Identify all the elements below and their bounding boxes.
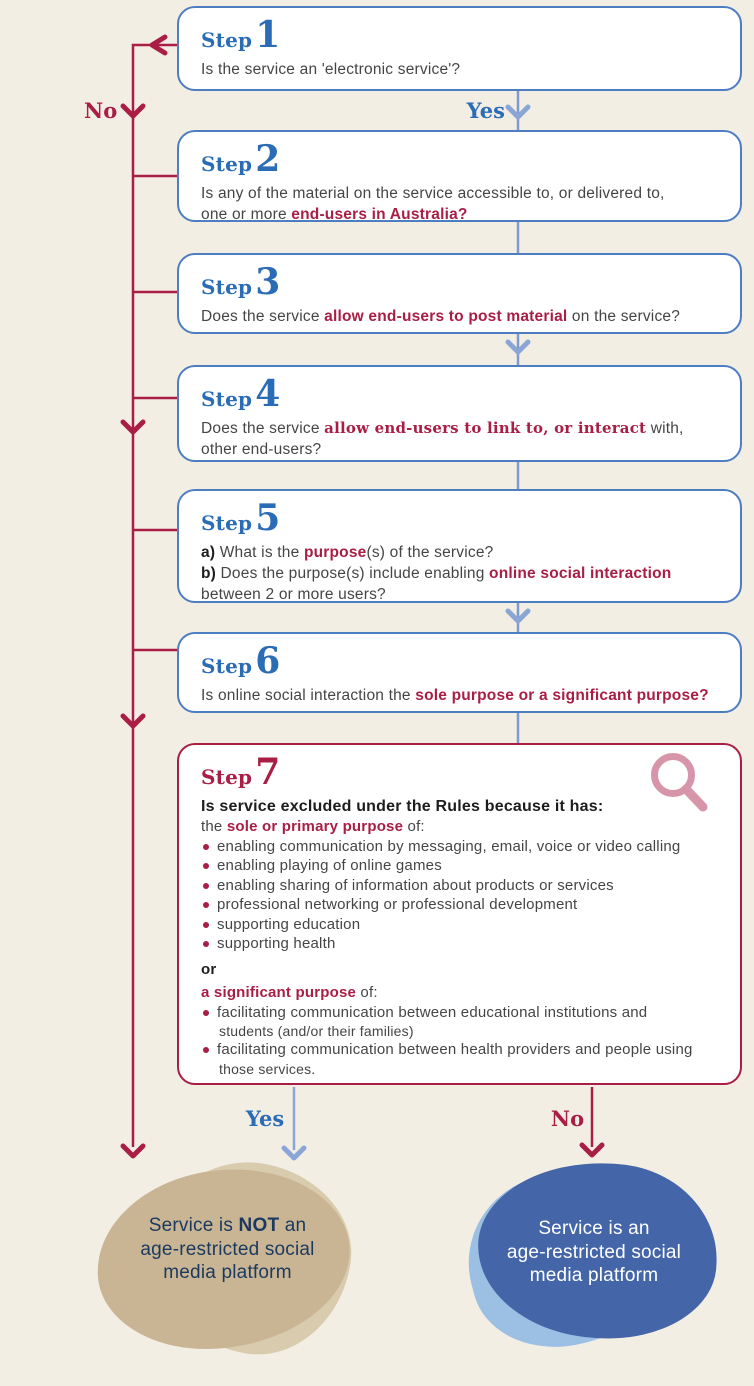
question-text: Is the service an 'electronic service'? — [201, 61, 461, 78]
bullet-dot-icon — [203, 941, 209, 947]
bullet-dot-icon — [203, 844, 209, 850]
question-emphasis: sole purpose or a significant purpose? — [415, 687, 709, 704]
outcome-line: Service is an — [538, 1218, 650, 1239]
step-3-title — [201, 261, 720, 303]
step-1-title — [201, 14, 720, 56]
question-text: with, — [646, 420, 684, 437]
line-emphasis: sole or primary purpose — [226, 818, 404, 835]
list-item — [201, 895, 720, 915]
outcome-line: media platform — [529, 1265, 659, 1286]
step-5-title — [201, 497, 720, 539]
step-2-title — [201, 138, 720, 180]
list-item — [201, 1040, 720, 1060]
list-item — [201, 1003, 720, 1023]
item-letter: a) — [201, 544, 216, 561]
bullet-text: supporting education — [217, 915, 361, 933]
question-text: between 2 or more users? — [201, 586, 386, 603]
question-text: on the service? — [567, 308, 681, 325]
bullet-dot-icon — [203, 902, 209, 908]
question-text: Does the purpose(s) include enabling — [216, 565, 490, 582]
step-7-content — [201, 797, 720, 1078]
question-text: one or more — [201, 206, 292, 223]
step-4-title — [201, 373, 720, 415]
question-emphasis: allow end-users to post material — [324, 308, 568, 325]
list-item — [201, 934, 720, 954]
bullet-text: supporting health — [217, 935, 336, 952]
step-number: 2 — [255, 138, 281, 180]
not-restricted-outcome-text — [110, 1214, 345, 1285]
search-magnifier-icon — [645, 748, 725, 828]
step-6-title — [201, 640, 720, 682]
question-text: What is the — [215, 544, 304, 561]
step-number: 3 — [255, 261, 281, 303]
step-4-question — [201, 418, 720, 460]
step-3-box — [177, 253, 742, 334]
outcome-line: age-restricted social — [140, 1238, 315, 1260]
step-2-question — [201, 183, 720, 225]
no-label-top: No — [84, 98, 118, 123]
yes-label-bottom: Yes — [245, 1106, 285, 1131]
step-number: 7 — [255, 751, 281, 793]
step-word: Step — [201, 28, 253, 52]
line-emphasis: a significant purpose — [201, 984, 357, 1001]
step-5-question — [201, 542, 720, 605]
bullet-text: facilitating communication between educational institutions and — [217, 1003, 648, 1021]
outcome-emphasis: NOT — [238, 1215, 280, 1236]
step-1-box — [177, 6, 742, 91]
restricted-outcome-text — [476, 1217, 712, 1288]
step-word: Step — [201, 387, 253, 411]
bullet-text: enabling sharing of information about products or services — [217, 876, 614, 894]
step-3-question — [201, 306, 720, 327]
bullet-text-continued: students (and/or their families) — [219, 1023, 414, 1039]
or-separator: or — [201, 960, 217, 978]
sole-purpose-line — [201, 817, 720, 837]
question-text: Is any of the material on the service accessible to, or delivered to, — [201, 185, 665, 202]
list-item — [201, 876, 720, 896]
step-6-box — [177, 632, 742, 713]
step-number: 4 — [255, 373, 281, 415]
bullet-text: facilitating communication between health providers and people using — [217, 1041, 693, 1058]
question-emphasis: online social interaction — [489, 565, 672, 582]
step-4-box — [177, 365, 742, 462]
significant-purpose-line — [201, 983, 720, 1003]
list-item — [201, 837, 720, 857]
step-5-box — [177, 489, 742, 603]
bullet-dot-icon — [203, 863, 209, 869]
bullet-dot-icon — [203, 922, 209, 928]
question-text: other end-users? — [201, 441, 322, 458]
step-7-title — [201, 751, 720, 793]
bullet-text: enabling communication by messaging, email, voice or video calling — [217, 837, 681, 855]
step-6-question — [201, 685, 720, 706]
item-letter: b) — [201, 565, 217, 582]
step-1-question — [201, 59, 720, 80]
no-label-bottom: No — [550, 1106, 585, 1131]
exclusion-heading: Is service excluded under the Rules because it has: — [201, 798, 604, 815]
question-text: (s) of the service? — [366, 544, 494, 561]
list-item — [201, 915, 720, 935]
step-word: Step — [201, 275, 253, 299]
question-emphasis: purpose — [303, 544, 367, 561]
bullet-text-continued: those services. — [219, 1060, 316, 1077]
step-number: 5 — [255, 497, 281, 539]
bullet-dot-icon — [203, 1010, 209, 1016]
line-text: of: — [403, 818, 425, 835]
step-number: 6 — [255, 640, 281, 682]
step-2-box — [177, 130, 742, 222]
question-emphasis: allow end-users to link to, or interact — [324, 419, 647, 437]
bullet-text: enabling playing of online games — [217, 857, 442, 874]
question-text: Is online social interaction the — [201, 687, 416, 704]
outcome-line: media platform — [163, 1262, 292, 1283]
question-text: Does the service — [201, 420, 325, 437]
step-number: 1 — [255, 14, 281, 56]
outcome-line: Service is NOT an — [148, 1215, 307, 1236]
step-word: Step — [201, 765, 253, 789]
outcome-line: age-restricted social — [506, 1241, 682, 1263]
question-text: Does the service — [201, 308, 325, 325]
bullet-dot-icon — [203, 1047, 209, 1053]
line-text: the — [201, 818, 227, 835]
list-item — [201, 856, 720, 876]
line-text: of: — [356, 984, 378, 1001]
step-word: Step — [201, 152, 253, 176]
step-word: Step — [201, 511, 253, 535]
question-emphasis: end-users in Australia? — [291, 206, 468, 223]
yes-label-top: Yes — [466, 98, 505, 123]
bullet-text: professional networking or professional development — [217, 896, 578, 913]
bullet-dot-icon — [203, 883, 209, 889]
step-word: Step — [201, 654, 253, 678]
